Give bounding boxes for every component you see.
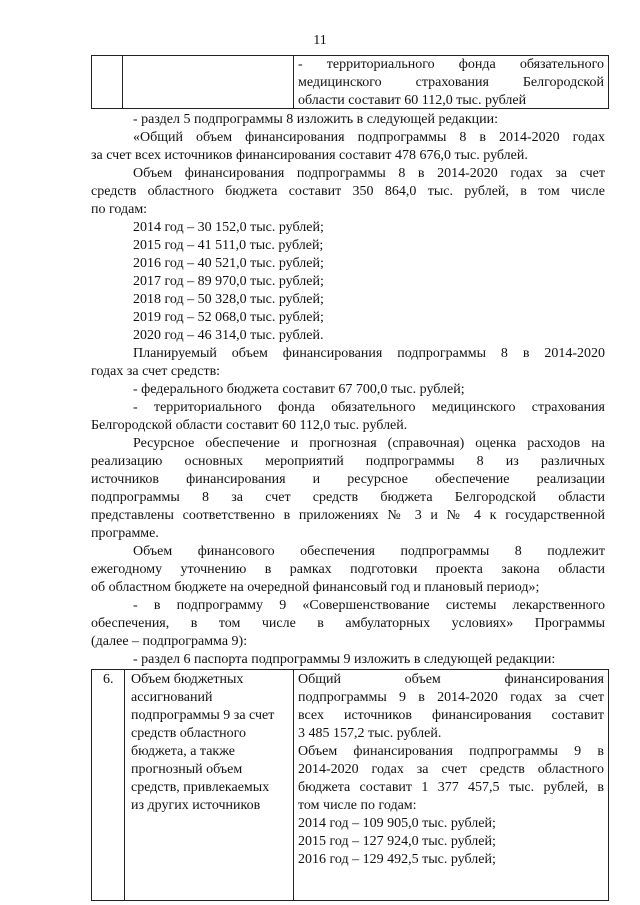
value-line: 3 485 157,2 тыс. рублей. (298, 726, 442, 741)
value-line: 2015 год – 127 924,0 тыс. рублей; (298, 834, 496, 849)
paragraph-line: ежегодному уточнению в рамках подготовки проекта закона области (91, 562, 605, 577)
paragraph-line: (далее – подпрограмма 9): (91, 634, 248, 649)
paragraph-line: - раздел 6 паспорта подпрограммы 9 изложить в следующей редакции: (133, 652, 556, 667)
top-table-cell-label (123, 56, 294, 109)
label-line: средств областного (131, 726, 247, 741)
value-line: бюджета составит 1 377 457,5 тыс. рублей, в (298, 780, 604, 795)
top-table-cell-num (92, 56, 123, 109)
year-line: 2018 год – 50 328,0 тыс. рублей; (133, 292, 324, 307)
year-line: 2020 год – 46 314,0 тыс. рублей. (133, 328, 324, 343)
paragraph-line: обеспечения, в том числе в амбулаторных условиях» Программы (91, 616, 605, 631)
value-line: Общий объем финансирования (298, 672, 604, 687)
value-line: подпрограммы 9 в 2014-2020 годах за счет (298, 690, 604, 705)
paragraph-line: «Общий объем финансирования подпрограммы 8 в 2014-2020 годах (133, 130, 605, 145)
paragraph-line: Белгородской области составит 60 112,0 тыс. рублей. (91, 418, 408, 433)
year-line: 2019 год – 52 068,0 тыс. рублей; (133, 310, 324, 325)
top-table-line: - территориального фонда обязательного (298, 57, 604, 72)
paragraph-line: Планируемый объем финансирования подпрограммы 8 в 2014-2020 (133, 346, 605, 361)
row-number: 6. (103, 672, 114, 687)
paragraph-line: об областном бюджете на очередной финансовый год и плановый период»; (91, 580, 540, 595)
value-line: 2014 год – 109 905,0 тыс. рублей; (298, 816, 496, 831)
label-line: подпрограммы 9 за счет (131, 708, 275, 723)
top-table-line: медицинского страхования Белгородской (298, 75, 604, 90)
paragraph-line: подпрограммы 8 за счет средств бюджета Белгородской области (91, 490, 605, 505)
paragraph-line: - территориального фонда обязательного медицинского страхования (133, 400, 605, 415)
paragraph-line: средств областного бюджета составит 350 864,0 тыс. рублей, в том числе (91, 184, 605, 199)
top-table-line: области составит 60 112,0 тыс. рублей (298, 93, 527, 108)
year-line: 2015 год – 41 511,0 тыс. рублей; (133, 238, 324, 253)
year-line: 2016 год – 40 521,0 тыс. рублей; (133, 256, 324, 271)
paragraph-line: реализацию основных мероприятий подпрограммы 8 из различных (91, 454, 605, 469)
paragraph-line: источников финансирования и ресурсное обеспечение реализации (91, 472, 605, 487)
label-line: бюджета, а также (131, 744, 235, 759)
paragraph-line: - федерального бюджета составит 67 700,0 тыс. рублей; (133, 382, 465, 397)
paragraph-line: - раздел 5 подпрограммы 8 изложить в следующей редакции: (133, 112, 499, 127)
bottom-table-cell-num (92, 670, 125, 901)
label-line: ассигнований (131, 690, 213, 705)
paragraph-line: по годам: (91, 202, 148, 217)
label-line: средств, привлекаемых (131, 780, 270, 795)
year-line: 2017 год – 89 970,0 тыс. рублей; (133, 274, 324, 289)
value-line: том числе по годам: (298, 798, 417, 813)
paragraph-line: Объем финансирования подпрограммы 8 в 2014-2020 годах за счет (133, 166, 605, 181)
label-line: прогнозный объем (131, 762, 243, 777)
paragraph-line: Ресурсное обеспечение и прогнозная (справочная) оценка расходов на (133, 436, 605, 451)
year-line: 2014 год – 30 152,0 тыс. рублей; (133, 220, 324, 235)
label-line: Объем бюджетных (131, 672, 244, 687)
paragraph-line: программе. (91, 526, 159, 541)
value-line: Объем финансирования подпрограммы 9 в (298, 744, 604, 759)
value-line: всех источников финансирования составит (298, 708, 604, 723)
paragraph-line: - в подпрограмму 9 «Совершенствование системы лекарственного (133, 598, 605, 613)
paragraph-line: Объем финансового обеспечения подпрограммы 8 подлежит (133, 544, 605, 559)
value-line: 2014-2020 годах за счет средств областного (298, 762, 604, 777)
paragraph-line: за счет всех источников финансирования составит 478 676,0 тыс. рублей. (91, 148, 528, 163)
page-number: 11 (313, 33, 327, 48)
paragraph-line: представлены соответственно в приложениях № 3 и № 4 к государственной (91, 508, 605, 523)
value-line: 2016 год – 129 492,5 тыс. рублей; (298, 852, 496, 867)
label-line: из других источников (131, 798, 261, 813)
paragraph-line: годах за счет средств: (91, 364, 221, 379)
